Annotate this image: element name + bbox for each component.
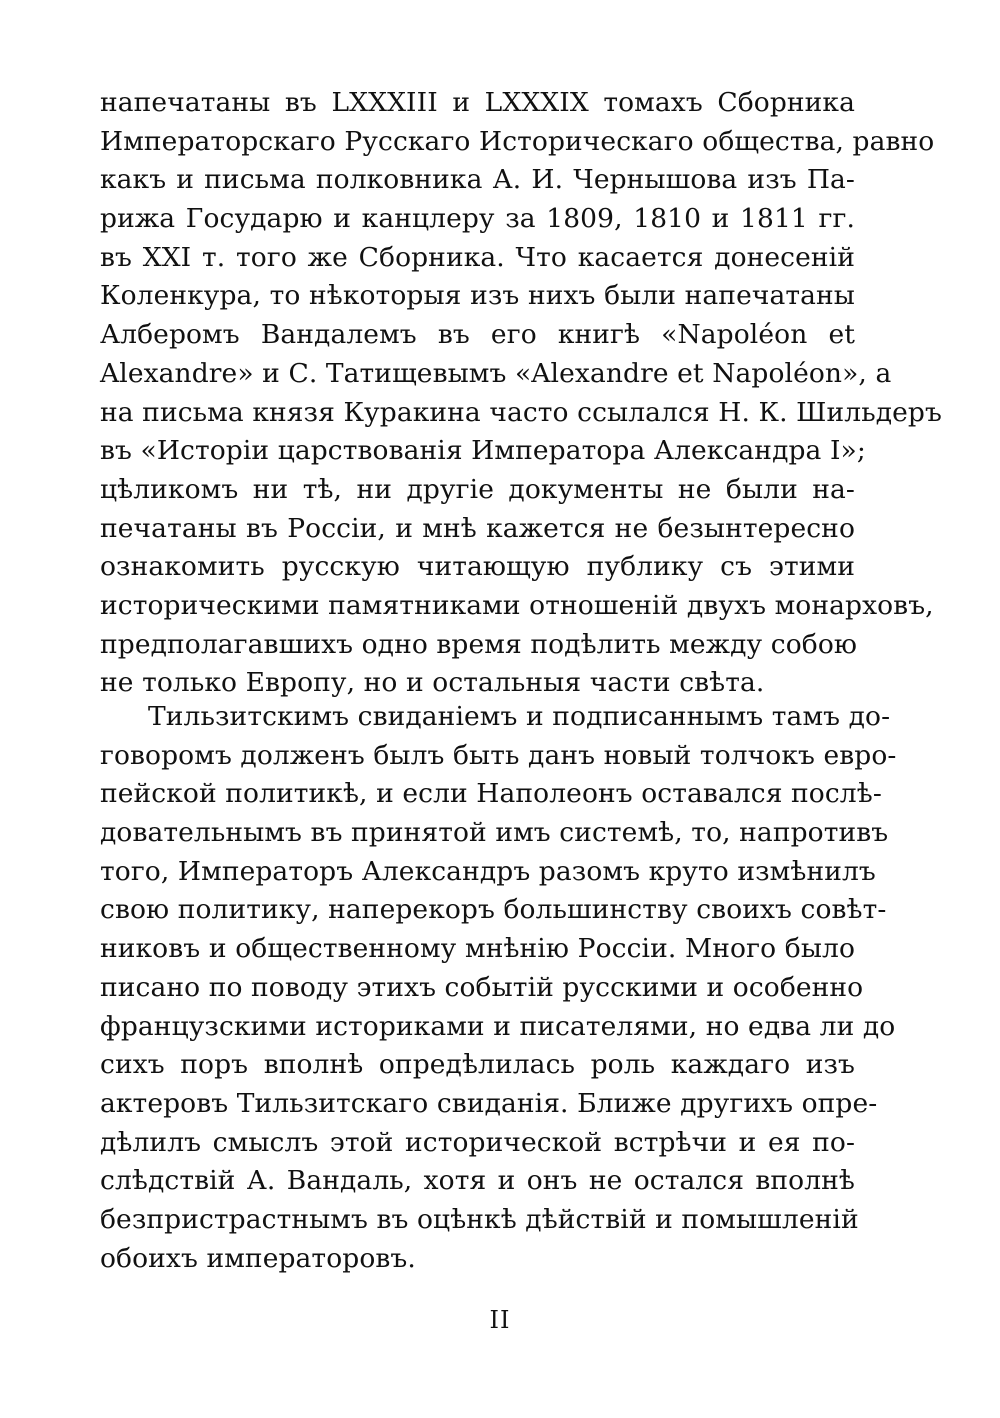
- paragraph-2-line: сихъ поръ вполнѣ опредѣлилась роль каждаго изъ: [100, 1049, 855, 1081]
- paragraph-2-line: пейской политикѣ, и если Наполеонъ оставался послѣ-: [100, 778, 882, 810]
- paragraph-2-line: никовъ и общественному мнѣнію Россіи. Много было: [100, 933, 855, 965]
- paragraph-2-line: писано по поводу этихъ событій русскими и особенно: [100, 971, 864, 1003]
- paragraph-1-line: цѣликомъ ни тѣ, ни другіе документы не были на-: [100, 473, 855, 505]
- paragraph-2-line: Тильзитскимъ свиданіемъ и подписаннымъ тамъ до-: [148, 701, 891, 732]
- paragraph-2-line: обоихъ императоровъ.: [100, 1242, 416, 1274]
- paragraph-2-line: слѣдствій А. Вандаль, хотя и онъ не остался вполнѣ: [100, 1165, 855, 1197]
- paragraph-2-line: дѣлилъ смыслъ этой исторической встрѣчи и ея по-: [100, 1126, 855, 1158]
- paragraph-1-line: въ XXI т. того же Сборника. Что касается донесеній: [100, 241, 855, 273]
- paragraph-1-line: историческими памятниками отношеній двухъ монарховъ,: [100, 589, 934, 621]
- paragraph-1-line: Коленкура, то нѣкоторыя изъ нихъ были напечатаны: [100, 280, 855, 312]
- paragraph-2: [100, 698, 897, 1278]
- paragraph-1-line: Алберомъ Вандалемъ въ его книгѣ «Napoléon et: [100, 319, 855, 351]
- page-number: II: [489, 1306, 511, 1334]
- paragraph-1-line: не только Европу, но и остальныя части свѣта.: [100, 667, 765, 699]
- paragraph-1-line: какъ и письма полковника А. И. Чернышова изъ Па-: [100, 164, 855, 196]
- paragraph-1-line: рижа Государю и канцлеру за 1809, 1810 и 1811 гг.: [100, 203, 855, 235]
- paragraph-2-line: безпристрастнымъ въ оцѣнкѣ дѣйствій и помышленій: [100, 1203, 859, 1235]
- paragraph-2-line: довательнымъ въ принятой имъ системѣ, то, напротивъ: [100, 817, 889, 849]
- paragraph-1-line: въ «Исторіи царствованія Императора Александра I»;: [100, 435, 866, 467]
- paragraph-1-line: печатаны въ Россіи, и мнѣ кажется не безынтересно: [100, 512, 855, 544]
- paragraph-1: [100, 84, 942, 703]
- paragraph-2-line: говоромъ долженъ былъ быть данъ новый толчокъ евро-: [100, 739, 897, 771]
- paragraph-2-line: того, Императоръ Александръ разомъ круто измѣнилъ: [100, 855, 876, 887]
- paragraph-1-line: ознакомить русскую читающую публику съ этими: [100, 551, 855, 583]
- paragraph-2-line: свою политику, наперекоръ большинству своихъ совѣт-: [100, 894, 887, 926]
- paragraph-1-line: Alexandre» и С. Татищевымъ «Alexandre et Napoléon», а: [100, 357, 892, 389]
- paragraph-1-line: Императорскаго Русскаго Историческаго общества, равно: [100, 125, 935, 157]
- paragraph-2-line: актеровъ Тильзитскаго свиданія. Ближе другихъ опре-: [100, 1087, 878, 1119]
- paragraph-1-line: предполагавшихъ одно время подѣлить между собою: [100, 628, 858, 660]
- paragraph-2-line: французскими историками и писателями, но едва ли до: [100, 1010, 896, 1042]
- paragraph-1-line: на письма князя Куракина часто ссылался Н. К. Шильдеръ: [100, 396, 942, 428]
- paragraph-1-line: напечатаны въ LXXXIII и LXXXIX томахъ Сборника: [100, 87, 855, 118]
